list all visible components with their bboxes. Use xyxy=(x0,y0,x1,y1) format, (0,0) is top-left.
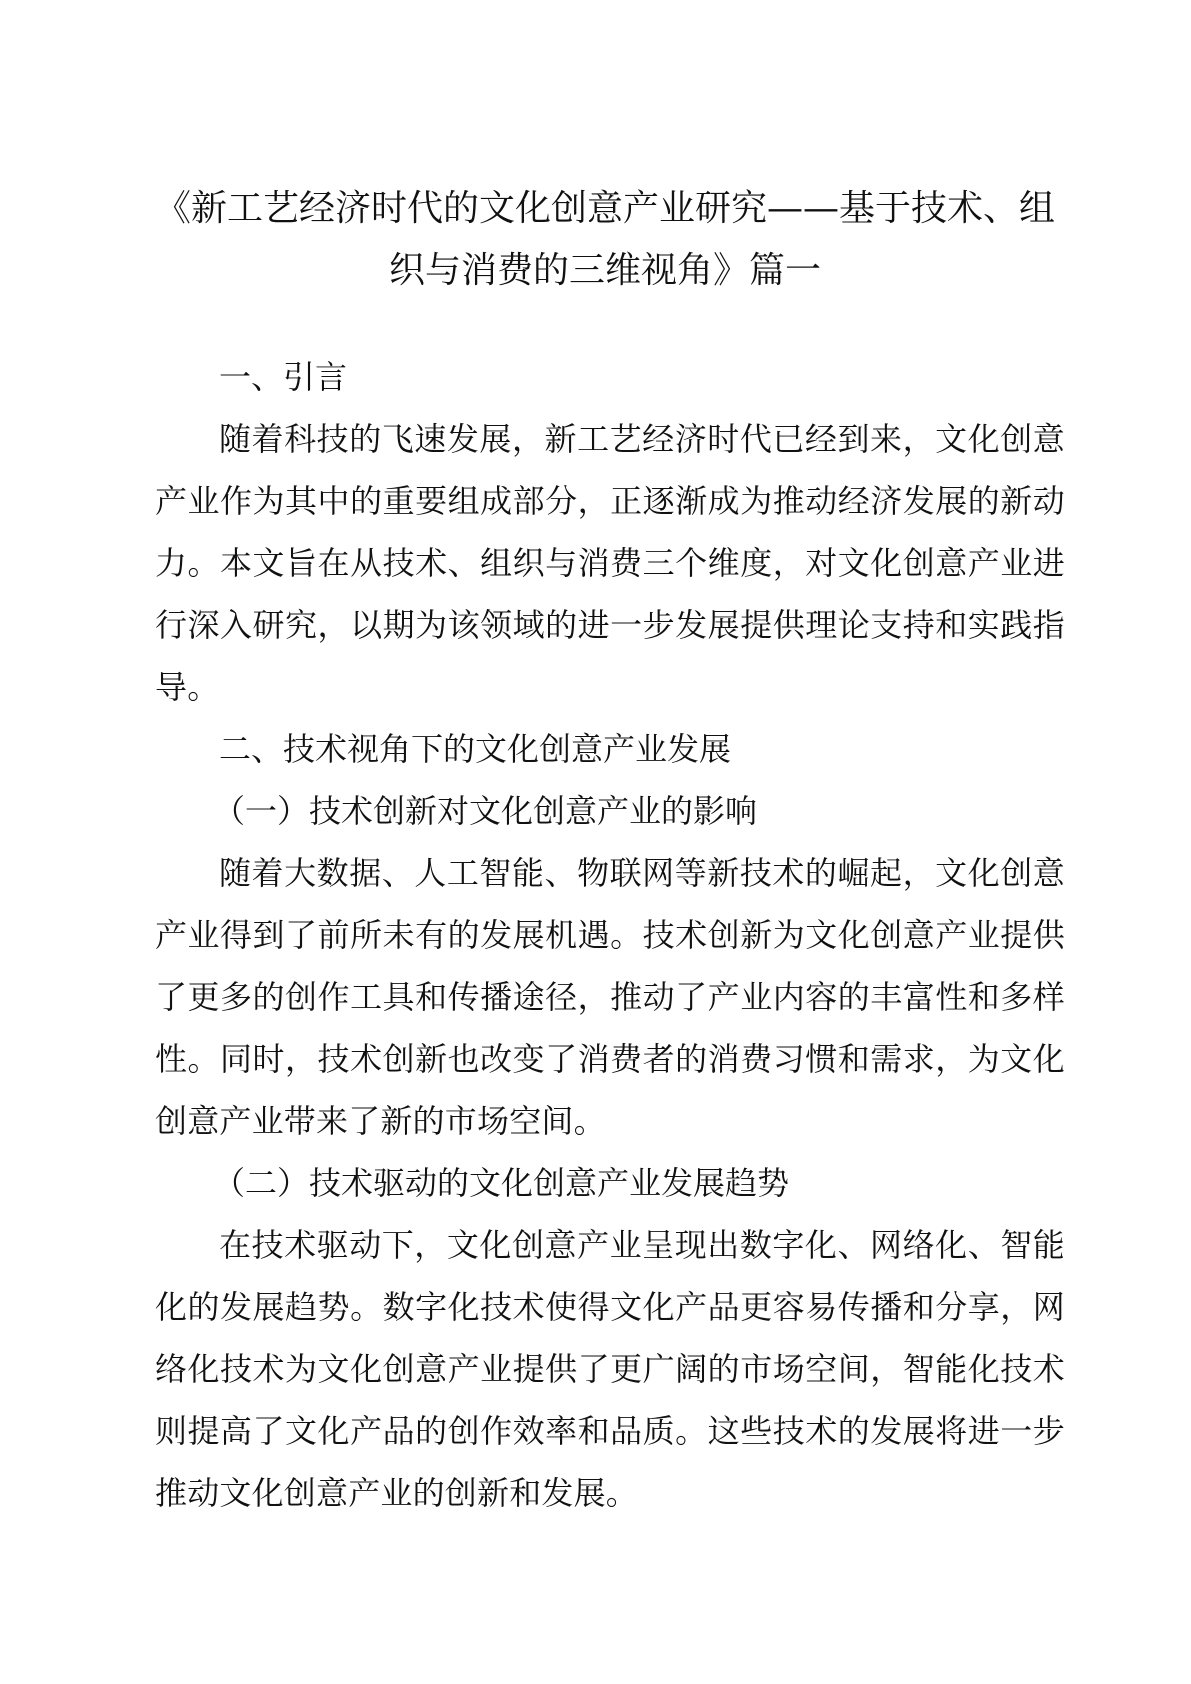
paragraph-sub2: 在技术驱动下，文化创意产业呈现出数字化、网络化、智能化的发展趋势。数字化技术使得文化产品更容易传播和分享，网络化技术为文化创意产业提供了更广阔的市场空间，智能化技术则提高了文化产品的创作效率和品质。这些技术的发展将进一步推动文化创意产业的创新和发展。 xyxy=(155,1226,1065,1512)
document-title: 《新工艺经济时代的文化创意产业研究——基于技术、组织与消费的三维视角》篇一 xyxy=(154,188,1055,291)
paragraph-intro: 随着科技的飞速发展，新工艺经济时代已经到来，文化创意产业作为其中的重要组成部分，正逐渐成为推动经济发展的新动力。本文旨在从技术、组织与消费三个维度，对文化创意产业进行深入研究，以期为该领域的进一步发展提供理论支持和实践指导。 xyxy=(155,420,1065,706)
document-body xyxy=(155,346,1065,1524)
subsection-heading-2: （二）技术驱动的文化创意产业发展趋势 xyxy=(213,1164,790,1202)
paragraph-sub1: 随着大数据、人工智能、物联网等新技术的崛起，文化创意产业得到了前所未有的发展机遇。技术创新为文化创意产业提供了更多的创作工具和传播途径，推动了产业内容的丰富性和多样性。同时，技术创新也改变了消费者的消费习惯和需求，为文化创意产业带来了新的市场空间。 xyxy=(155,854,1065,1140)
section-heading-intro: 一、引言 xyxy=(219,358,348,396)
section-heading-tech: 二、技术视角下的文化创意产业发展 xyxy=(219,730,732,768)
subsection-heading-1: （一）技术创新对文化创意产业的影响 xyxy=(213,792,758,830)
